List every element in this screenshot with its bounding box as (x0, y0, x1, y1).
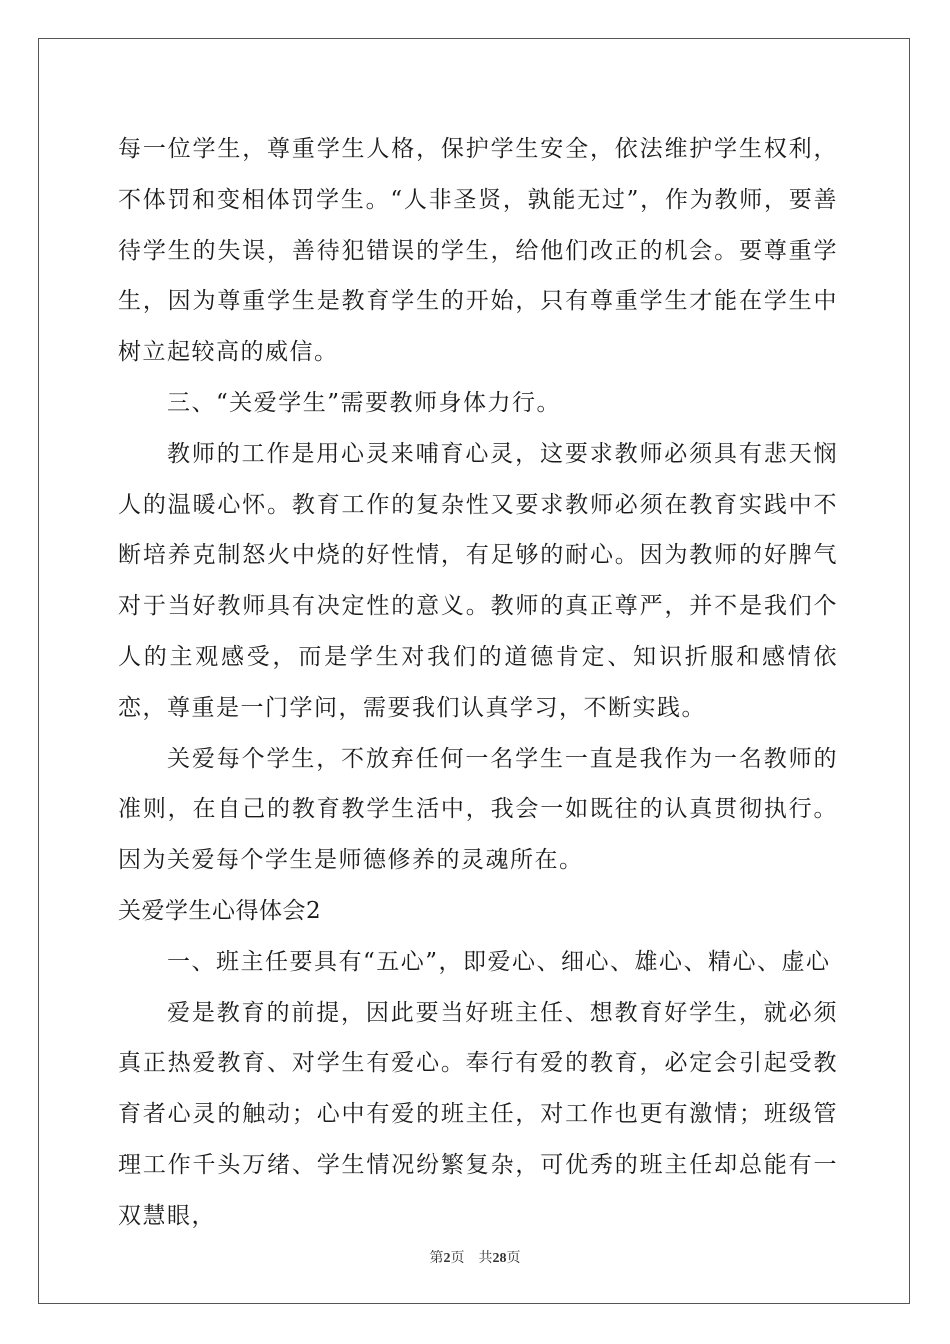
paragraph: 关爱每个学生，不放弃任何一名学生一直是我作为一名教师的准则，在自己的教育教学生活中，我会一如既往的认真贯彻执行。因为关爱每个学生是师德修养的灵魂所在。 (118, 745, 838, 874)
current-page-number: 2 (443, 1251, 451, 1266)
paragraph: 教师的工作是用心灵来哺育心灵，这要求教师必须具有悲天悯人的温暖心怀。教育工作的复杂性又要求教师必须在教育实践中不断培养克制怒火中烧的好性情，有足够的耐心。因为教师的好脾气对于当好教师具有决定性的意义。教师的真正尊严，并不是我们个人的主观感受，而是学生对我们的道德肯定、知识折服和感情依恋，尊重是一门学问，需要我们认真学习，不断实践。 (118, 440, 838, 721)
page-suffix: 页 (450, 1251, 465, 1266)
article-title: 关爱学生心得体会2 (118, 897, 322, 924)
paragraph-continued: 每一位学生，尊重学生人格，保护学生安全，依法维护学生权利，不体罚和变相体罚学生。“人非圣贤，孰能无过”，作为教师，要善待学生的失误，善待犯错误的学生，给他们改正的机会。要尊重学生，因为尊重学生是教育学生的开始，只有尊重学生才能在学生中树立起较高的威信。 (118, 136, 838, 366)
total-prefix: 共 (478, 1251, 493, 1266)
section-heading-three: 三、“关爱学生”需要教师身体力行。 (167, 389, 562, 416)
page-prefix: 第 (429, 1251, 444, 1266)
paragraph: 爱是教育的前提，因此要当好班主任、想教育好学生，就必须真正热爱教育、对学生有爱心。奉行有爱的教育，必定会引起受教育者心灵的触动；心中有爱的班主任，对工作也更有激情；班级管理工作千头万绪、学生情况纷繁复杂，可优秀的班主任却总能有一双慧眼， (118, 999, 838, 1229)
total-suffix: 页 (506, 1251, 521, 1266)
section-heading-one: 一、班主任要具有“五心”，即爱心、细心、雄心、精心、虚心 (167, 948, 831, 975)
page-footer (0, 1247, 950, 1267)
total-page-count: 28 (492, 1251, 507, 1266)
document-body (118, 124, 838, 1242)
